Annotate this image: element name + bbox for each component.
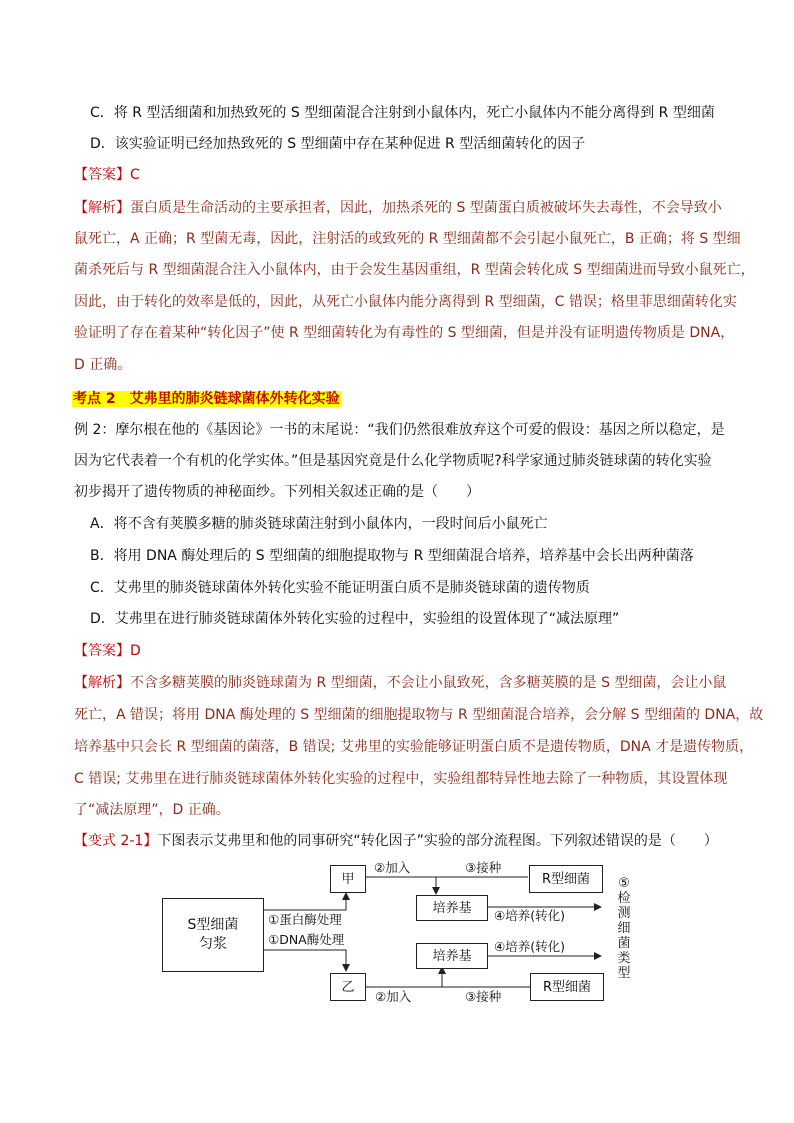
analysis-2-line-1: 死亡，A 错误；将用 DNA 酶处理的 S 型细菌的细胞提取物与 R 型细菌混合培养，会分解 S 型细菌的 DNA，故 bbox=[74, 707, 764, 723]
arrow-dnase bbox=[263, 950, 346, 971]
option-d: D．该实验证明已经加热致死的 S 型细菌中存在某种促进 R 型活细菌转化的因子 bbox=[90, 136, 586, 152]
analysis-1-line-5: D 正确。 bbox=[74, 357, 132, 373]
answer-value: C bbox=[130, 167, 140, 183]
analysis-text: 蛋白质是生命活动的主要承担者，因此，加热杀死的 S 型菌蛋白质被破坏失去毒性，不会导致小 bbox=[130, 200, 722, 216]
analysis-1-line-4: 验证明了存在着某种“转化因子”使 R 型细菌转化为有毒性的 S 型细菌，但是并没有证明遗传物质是 DNA， bbox=[74, 325, 735, 341]
label-dnase: ①DNA酶处理 bbox=[268, 932, 345, 947]
option-c: C．艾弗里的肺炎链球菌体外转化实验不能证明蛋白质不是肺炎链球菌的遗传物质 bbox=[90, 580, 590, 596]
label-inoc-top: ③接种 bbox=[465, 860, 502, 875]
label-detect: ⑤检测细菌类型 bbox=[617, 876, 631, 981]
example-2-line-1: 因为它代表着一个有机的化学实体。”但是基因究竟是什么化学物质呢?科学家通过肺炎链球菌的转化实验 bbox=[74, 453, 712, 469]
medium-box-top bbox=[416, 895, 488, 921]
box-yi-label: 乙 bbox=[341, 979, 355, 995]
label-add-top: ②加入 bbox=[374, 860, 411, 875]
analysis-1-line-3: 因此，由于转化的效率是低的，因此，从死亡小鼠体内能分离得到 R 型细菌，C 错误；格里菲思细菌转化实 bbox=[74, 294, 737, 310]
box-jia bbox=[330, 865, 366, 893]
option-d: D．艾弗里在进行肺炎链球菌体外转化实验的过程中，实验组的设置体现了“减法原理” bbox=[90, 611, 620, 627]
label-inoc-bottom: ③接种 bbox=[465, 989, 502, 1004]
section-heading-text: 考点 2 艾弗里的肺炎链球菌体外转化实验 bbox=[73, 391, 340, 407]
r-bacteria-box-bottom bbox=[530, 973, 604, 1001]
example-2-line-2: 初步揭开了遗传物质的神秘面纱。下列相关叙述正确的是（ ） bbox=[74, 484, 480, 500]
answer-tag: 【答案】 bbox=[74, 643, 130, 659]
source-box bbox=[162, 898, 264, 972]
arrow-add-top bbox=[364, 877, 436, 894]
option-b: B．将用 DNA 酶处理后的 S 型细菌的细胞提取物与 R 型细菌混合培养，培养基中会长出两种菌落 bbox=[90, 548, 694, 564]
analysis-tag: 【解析】 bbox=[74, 200, 130, 216]
option-a: A．将不含有荚膜多糖的肺炎链球菌注射到小鼠体内，一段时间后小鼠死亡 bbox=[90, 516, 548, 532]
analysis-2-line-4: 了“减法原理”，D 正确。 bbox=[74, 802, 230, 818]
r-bacteria-box-top bbox=[529, 865, 603, 893]
arrow-add-bottom bbox=[364, 967, 442, 987]
example-stem: ：摩尔根在他的《基因论》一书的末尾说：“我们仍然很难放弃这个可爱的假设：基因之所以稳定，是 bbox=[101, 422, 725, 438]
example-label: 例 2 bbox=[74, 422, 102, 438]
label-protease: ①蛋白酶处理 bbox=[268, 912, 342, 927]
analysis-1-line-2: 菌杀死后与 R 型细菌混合注入小鼠体内，由于会发生基因重组，R 型菌会转化成 S 型细菌进而导致小鼠死亡， bbox=[74, 262, 755, 278]
box-jia-label: 甲 bbox=[341, 871, 355, 887]
option-c: C．将 R 型活细菌和加热致死的 S 型细菌混合注射到小鼠体内，死亡小鼠体内不能分离得到 R 型细菌 bbox=[90, 105, 715, 121]
medium-box-bottom bbox=[416, 943, 488, 969]
medium-top-label: 培养基 bbox=[432, 900, 472, 916]
label-culture-top: ④培养(转化) bbox=[494, 908, 565, 923]
r-top-label: R型细菌 bbox=[541, 871, 591, 887]
analysis-text: 不含多糖荚膜的肺炎链球菌为 R 型细菌，不会让小鼠致死，含多糖荚膜的是 S 型细菌，会让小鼠 bbox=[130, 675, 727, 691]
variant-tag: 【变式 2-1】 bbox=[74, 833, 158, 849]
answer-value: D bbox=[130, 643, 141, 659]
source-box-label: S型细菌匀浆 bbox=[187, 917, 239, 952]
arrow-protease bbox=[263, 893, 346, 910]
box-yi bbox=[330, 973, 366, 1001]
label-add-bottom: ②加入 bbox=[375, 989, 412, 1004]
answer-tag: 【答案】 bbox=[74, 167, 130, 183]
medium-bottom-label: 培养基 bbox=[432, 948, 472, 964]
analysis-1-line-1: 鼠死亡，A 正确；R 型菌无毒，因此，注射活的或致死的 R 型细菌都不会引起小鼠死亡，B 正确；将 S 型细 bbox=[74, 231, 741, 247]
variant-text: 下图表示艾弗里和他的同事研究“转化因子”实验的部分流程图。下列叙述错误的是（ ） bbox=[157, 833, 718, 849]
analysis-2-line-2: 培养基中只会长 R 型细菌的菌落，B 错误; 艾弗里的实验能够证明蛋白质不是遗传物质，DNA 才是遗传物质， bbox=[74, 739, 754, 755]
label-culture-bottom: ④培养(转化) bbox=[494, 939, 565, 954]
r-bottom-label: R型细菌 bbox=[542, 979, 592, 995]
analysis-2-line-3: C 错误; 艾弗里在进行肺炎链球菌体外转化实验的过程中，实验组都特异性地去除了一种物质，其设置体现 bbox=[74, 771, 728, 787]
analysis-tag: 【解析】 bbox=[74, 675, 130, 691]
